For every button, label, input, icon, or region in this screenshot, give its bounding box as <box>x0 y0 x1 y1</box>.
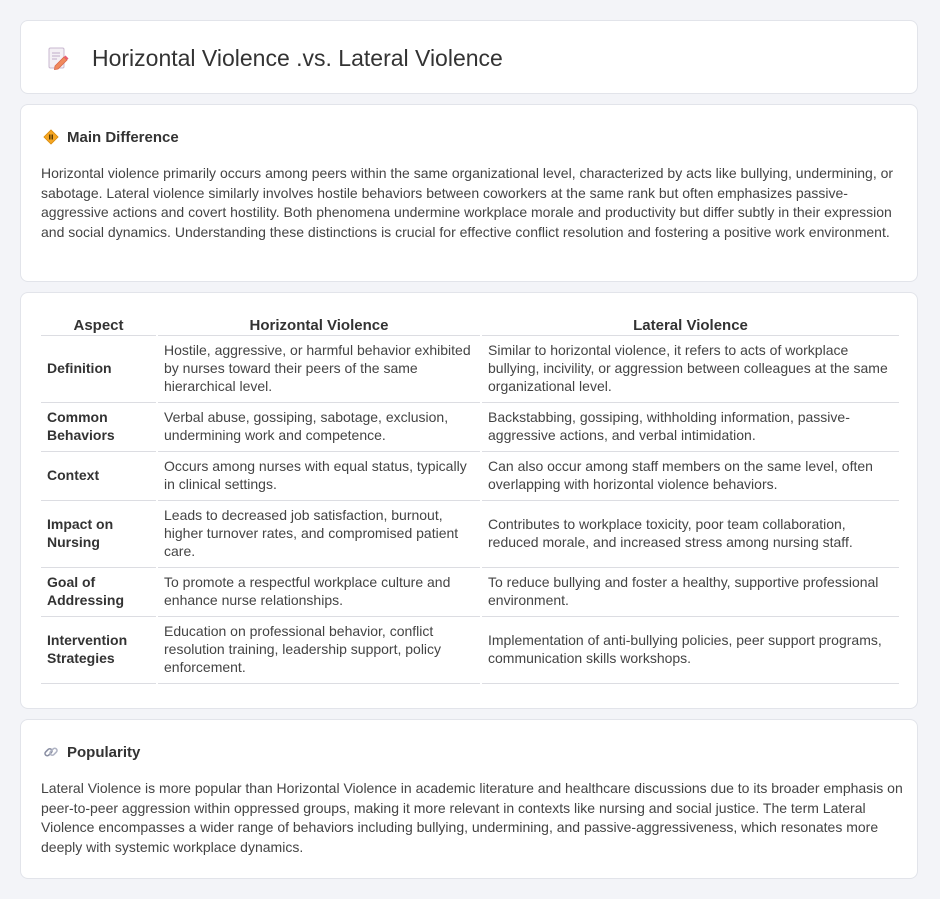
popularity-card <box>20 719 918 879</box>
column-header-lateral: Lateral Violence <box>481 315 899 336</box>
main-difference-card <box>20 104 918 282</box>
title-card <box>20 20 918 94</box>
comparison-card <box>20 292 918 709</box>
row-lateral: Can also occur among staff members on the same level, often overlapping with horizontal violence behaviors. <box>481 452 899 501</box>
row-aspect: Context <box>41 452 157 501</box>
table-row <box>41 568 899 617</box>
row-lateral: Similar to horizontal violence, it refers to acts of workplace bullying, incivility, or aggression between colleagues at the same organizational level. <box>481 336 899 403</box>
table-row <box>41 501 899 568</box>
column-header-aspect: Aspect <box>41 315 157 336</box>
diamond-sign-icon <box>43 129 59 145</box>
table-row <box>41 403 899 452</box>
row-aspect: Impact on Nursing <box>41 501 157 568</box>
popularity-header <box>43 741 140 763</box>
link-icon <box>43 744 59 760</box>
table-row <box>41 617 899 684</box>
row-horizontal: Hostile, aggressive, or harmful behavior exhibited by nurses toward their peers of the same hierarchical level. <box>157 336 481 403</box>
popularity-text: Lateral Violence is more popular than Horizontal Violence in academic literature and healthcare discussions due to its broader emphasis on peer-to-peer aggression within oppressed groups, making it more relevant in contexts like nursing and social justice. The term Lateral Violence encompasses a wider range of behaviors including bullying, undermining, and passive-aggressiveness, which resonates more deeply with systemic workplace dynamics. <box>41 780 903 855</box>
row-aspect: Intervention Strategies <box>41 617 157 684</box>
row-horizontal: Verbal abuse, gossiping, sabotage, exclusion, undermining work and competence. <box>157 403 481 452</box>
page-title: Horizontal Violence .vs. Lateral Violence <box>92 45 503 71</box>
table-header-row <box>41 315 899 336</box>
row-lateral: Backstabbing, gossiping, withholding information, passive-aggressive actions, and verbal intimidation. <box>481 403 899 452</box>
row-horizontal: Education on professional behavior, conflict resolution training, leadership support, policy enforcement. <box>157 617 481 684</box>
row-horizontal: To promote a respectful workplace culture and enhance nurse relationships. <box>157 568 481 617</box>
table-row <box>41 452 899 501</box>
row-lateral: Implementation of anti-bullying policies, peer support programs, communication skills workshops. <box>481 617 899 684</box>
row-lateral: Contributes to workplace toxicity, poor team collaboration, reduced morale, and increased stress among nursing staff. <box>481 501 899 568</box>
document-edit-icon <box>47 47 69 71</box>
row-lateral: To reduce bullying and foster a healthy, supportive professional environment. <box>481 568 899 617</box>
row-aspect: Common Behaviors <box>41 403 157 452</box>
row-aspect: Goal of Addressing <box>41 568 157 617</box>
main-difference-header <box>43 126 179 148</box>
popularity-heading: Popularity <box>67 743 141 761</box>
comparison-table <box>41 315 899 684</box>
row-aspect: Definition <box>41 336 157 403</box>
column-header-horizontal: Horizontal Violence <box>157 315 481 336</box>
row-horizontal: Leads to decreased job satisfaction, burnout, higher turnover rates, and compromised patient care. <box>157 501 481 568</box>
main-difference-heading: Main Difference <box>67 128 179 146</box>
row-horizontal: Occurs among nurses with equal status, typically in clinical settings. <box>157 452 481 501</box>
main-difference-text: Horizontal violence primarily occurs among peers within the same organizational level, characterized by acts like bullying, undermining, or sabotage. Lateral violence similarly involves hostile behaviors between coworkers at the same rank but often emphasizes passive-aggressive actions and covert hostility. Both phenomena undermine workplace morale and productivity but differ subtly in their expression and social dynamics. Understanding these distinctions is crucial for effective conflict resolution and fostering a positive work environment. <box>41 165 894 240</box>
table-row <box>41 336 899 403</box>
